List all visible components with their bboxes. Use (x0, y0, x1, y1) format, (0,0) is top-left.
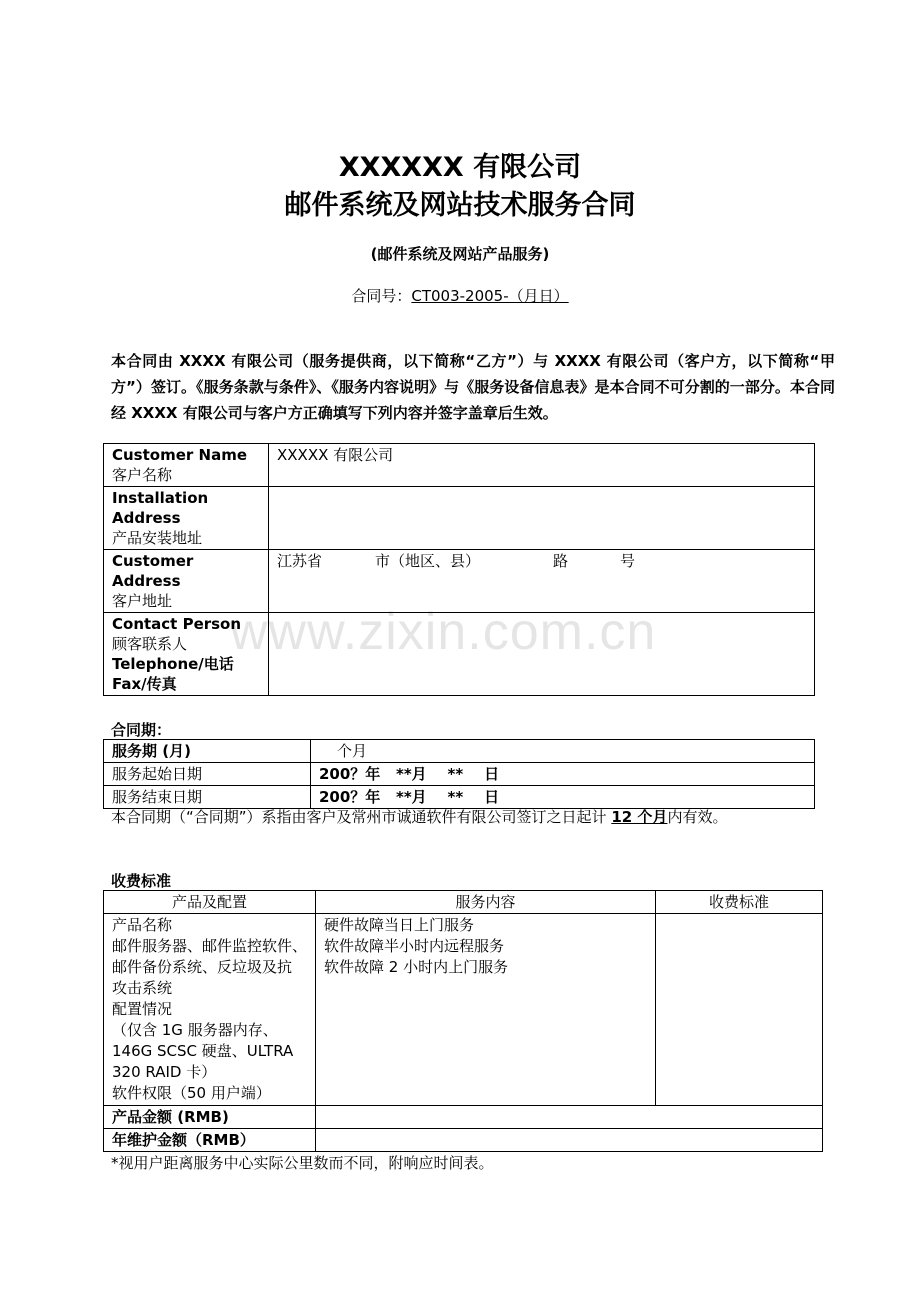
product-line: 产品名称 (112, 916, 173, 934)
header-service: 服务内容 (316, 891, 656, 914)
header-product: 产品及配置 (104, 891, 316, 914)
period-table (103, 739, 815, 809)
table-row (104, 740, 815, 763)
customer-name-cn: 客户名称 (112, 466, 173, 484)
table-row (104, 1129, 823, 1152)
customer-address-cn: 客户地址 (112, 592, 173, 610)
telephone-label: Telephone/电话 (112, 655, 234, 673)
period-heading: 合同期： (111, 721, 172, 739)
install-address-en-1: Installation (112, 489, 209, 507)
contract-number-value: CT003-2005-（月日） (411, 287, 569, 305)
address-city: 市（地区、县） (375, 552, 481, 570)
install-address-label (104, 487, 269, 550)
intro-paragraph: 本合同由 XXXX 有限公司（服务提供商，以下简称“乙方”）与 XXXX 有限公司（客户方，以下简称“甲方”）签订。《服务条款与条件》、《服务内容说明》与《服务设备信息表》是本合同不可分割的一部分。本合同经 XXXX 有限公司与客户方正确填写下列内容并签字盖章后生效。 (111, 352, 835, 422)
header-fee: 收费标准 (656, 891, 823, 914)
service-line: 软件故障半小时内远程服务 (324, 937, 505, 955)
table-row (104, 487, 815, 550)
contact-cn: 顾客联系人 (112, 635, 188, 653)
table-row (104, 444, 815, 487)
period-months-label: 服务期 (月) (104, 740, 311, 763)
table-row (104, 763, 815, 786)
customer-name-label (104, 444, 269, 487)
address-road: 路 (553, 552, 569, 570)
annual-amount-value[interactable] (316, 1129, 823, 1152)
period-note-prefix: 本合同期（“合同期”）系指由客户及常州市诚通软件有限公司签订之日起计 (111, 808, 612, 826)
fee-value-cell[interactable] (656, 914, 823, 1106)
service-content-cell (316, 914, 656, 1106)
contact-en: Contact Person (112, 615, 242, 633)
contract-number-label: 合同号： (351, 287, 412, 305)
customer-address-en: Customer Address (112, 552, 194, 590)
product-line: 配置情况 (112, 1000, 173, 1018)
service-line: 软件故障 2 小时内上门服务 (324, 958, 509, 976)
table-row (104, 914, 823, 1106)
customer-name-value[interactable]: XXXXX 有限公司 (269, 444, 815, 487)
table-row (104, 1106, 823, 1129)
product-line: （仅含 1G 服务器内存、 (112, 1021, 278, 1039)
start-date-label: 服务起始日期 (104, 763, 311, 786)
address-province: 江苏省 (277, 552, 323, 570)
product-line: 邮件服务器、邮件监控软件、 (112, 937, 308, 955)
install-address-value[interactable] (269, 487, 815, 550)
title-contract: 邮件系统及网站技术服务合同 (284, 190, 636, 221)
fee-table (103, 890, 823, 1152)
contract-number (0, 285, 920, 306)
install-address-en-2: Address (112, 509, 181, 527)
product-line: 软件权限（50 用户端） (112, 1084, 271, 1102)
fee-footnote: *视用户距离服务中心实际公里数而不同，附响应时间表。 (111, 1154, 494, 1172)
service-line: 硬件故障当日上门服务 (324, 916, 475, 934)
annual-amount-label: 年维护金额（RMB） (104, 1129, 316, 1152)
end-date-value[interactable]: 200？年 **月 ** 日 (311, 786, 815, 809)
period-note-suffix: 内有效。 (667, 808, 728, 826)
period-months-value[interactable]: 个月 (311, 740, 815, 763)
period-note-emph: 12 个月 (611, 808, 668, 826)
product-amount-label: 产品金额 (RMB) (104, 1106, 316, 1129)
product-line: 邮件备份系统、反垃圾及抗 (112, 958, 293, 976)
product-amount-value[interactable] (316, 1106, 823, 1129)
start-date-value[interactable]: 200？年 **月 ** 日 (311, 763, 815, 786)
product-line: 攻击系统 (112, 979, 173, 997)
customer-name-en: Customer Name (112, 446, 247, 464)
fax-label: Fax/传真 (112, 675, 177, 693)
product-line: 320 RAID 卡） (112, 1063, 217, 1081)
title-company: XXXXXX 有限公司 (338, 152, 582, 183)
table-header-row (104, 891, 823, 914)
end-date-label: 服务结束日期 (104, 786, 311, 809)
subtitle: (邮件系统及网站产品服务) (370, 245, 550, 263)
period-note (111, 806, 727, 827)
install-address-cn: 产品安装地址 (112, 529, 203, 547)
product-config-cell (104, 914, 316, 1106)
watermark: www.zixin.com.cn (230, 603, 657, 661)
fee-heading: 收费标准 (111, 872, 172, 890)
product-line: 146G SCSC 硬盘、ULTRA (112, 1042, 294, 1060)
address-number: 号 (620, 552, 636, 570)
